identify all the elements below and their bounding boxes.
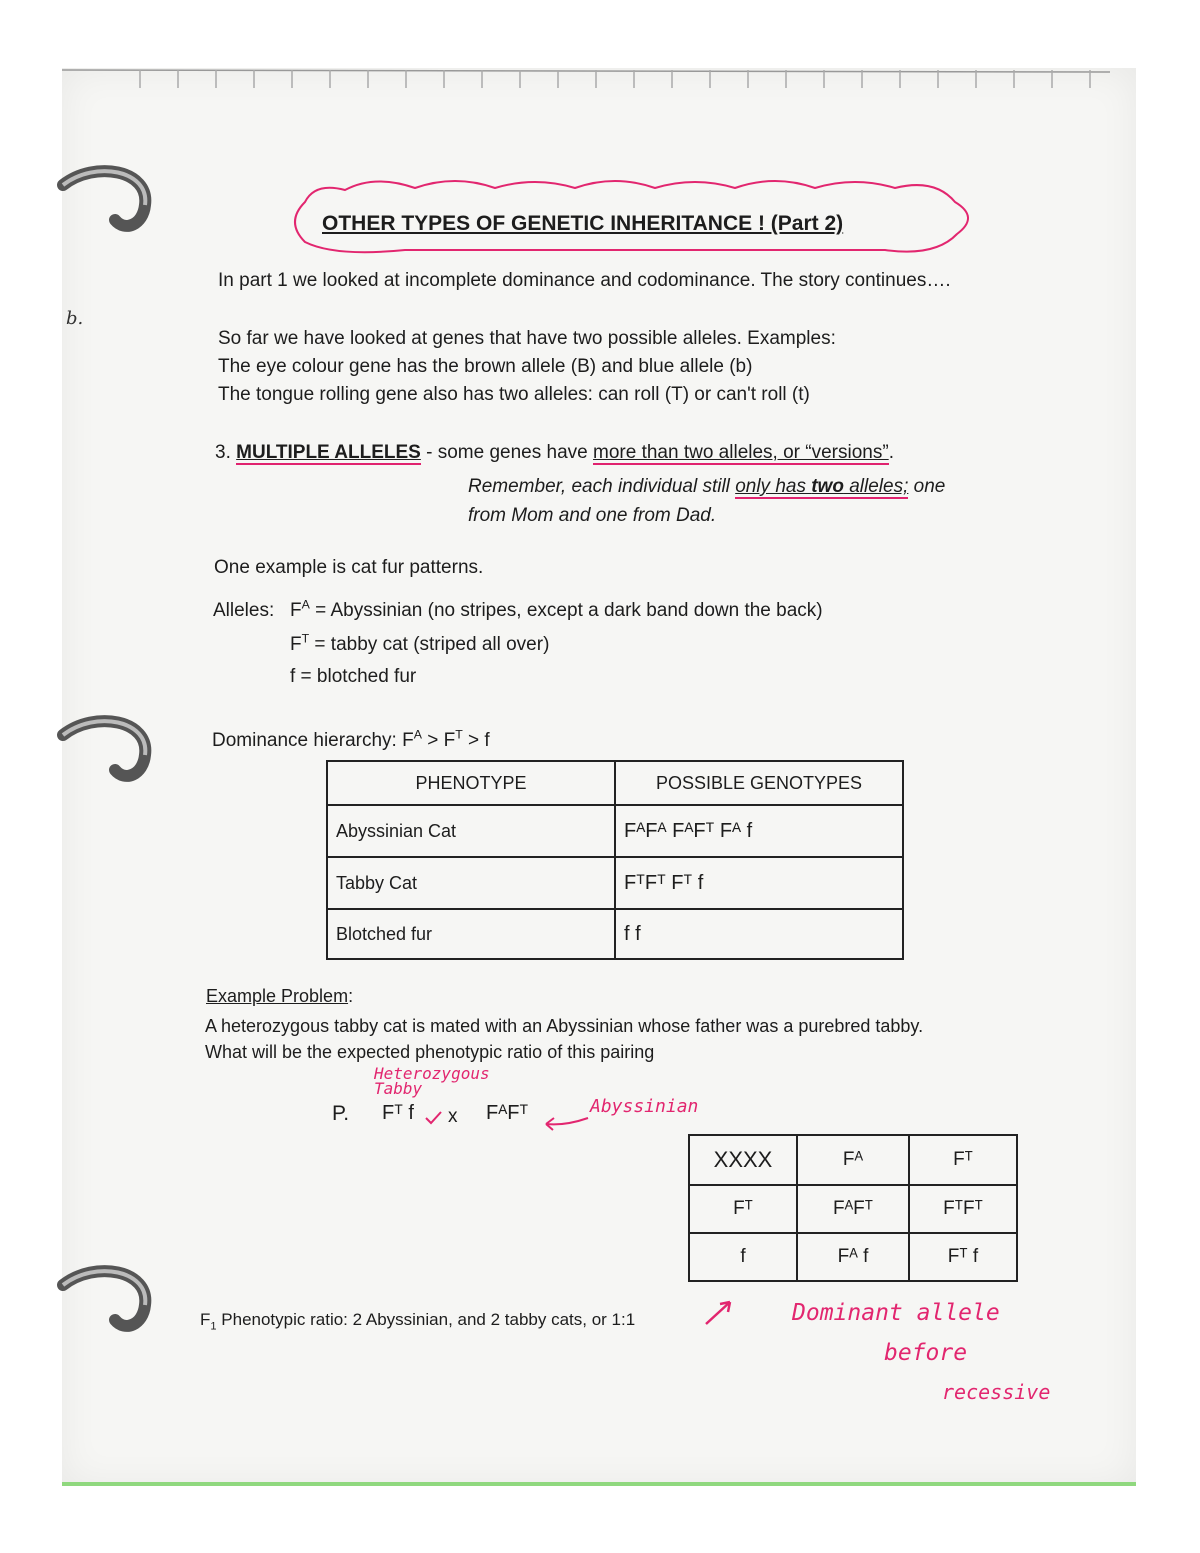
allele-row	[290, 666, 416, 688]
pink-arrow-icon	[540, 1110, 590, 1132]
remember-line-2: from Mom and one from Dad.	[468, 505, 717, 526]
punnett-col-header: Fᵀ	[909, 1135, 1017, 1185]
punnett-row-header: Fᵀ	[689, 1185, 797, 1233]
phenotypic-ratio	[200, 1310, 636, 1333]
binder-ring-icon	[55, 1250, 165, 1350]
punnett-cell: FᴬFᵀ	[797, 1185, 909, 1233]
section-heading: MULTIPLE ALLELES	[236, 442, 421, 463]
ratio-sub: 1	[210, 1320, 217, 1333]
punnett-row-header: f	[689, 1233, 797, 1281]
punnett-cell: Fᵀ f	[909, 1233, 1017, 1281]
allele-symbol: F	[290, 600, 302, 621]
cross-x: x	[448, 1106, 458, 1127]
problem-line-1: A heterozygous tabby cat is mated with an Abyssinian whose father was a purebred tabby.	[205, 1016, 924, 1036]
intro-text: In part 1 we looked at incomplete dominance and codominance. The story continues….	[218, 270, 951, 291]
punnett-col-header: Fᴬ	[797, 1135, 909, 1185]
allele-row	[290, 597, 823, 622]
dominance-gt1: >	[421, 730, 444, 751]
punnett-square	[688, 1134, 1018, 1282]
cross-parent-2: FᴬFᵀ	[486, 1102, 529, 1124]
allele-row	[290, 631, 550, 656]
handwritten-heterozygous: Heterozygous	[374, 1064, 490, 1083]
genotype-cell: FᵀFᵀ Fᵀ f	[615, 857, 903, 909]
eye-colour-line: The eye colour gene has the brown allele (B) and blue allele (b)	[218, 356, 753, 377]
phenotype-cell: Tabby Cat	[327, 857, 615, 909]
checkmark-icon	[424, 1110, 444, 1126]
section-end: .	[888, 442, 894, 463]
phenotype-table	[326, 760, 904, 960]
remember-two: two	[811, 476, 844, 497]
remember-only-has: only has	[735, 476, 812, 497]
dominance-s1: A	[413, 727, 422, 742]
remember-line	[468, 476, 945, 498]
binder-ring-icon	[55, 150, 165, 250]
dominance-f2: F	[443, 730, 456, 751]
remember-underlined	[735, 476, 908, 499]
phenotype-cell: Blotched fur	[327, 909, 615, 959]
allele-superscript: T	[301, 631, 310, 646]
section-multiple-alleles	[215, 442, 894, 464]
tongue-rolling-line: The tongue rolling gene also has two alleles: can roll (T) or can't roll (t)	[218, 384, 810, 405]
page-bottom-edge	[62, 1482, 1136, 1486]
dominance-s2: T	[455, 727, 463, 742]
genotype-cell: f f	[615, 909, 903, 959]
allele-description: = Abyssinian (no stripes, except a dark band down the back)	[309, 600, 823, 621]
dominance-hierarchy	[212, 727, 490, 752]
handwritten-abyssinian: Abyssinian	[590, 1096, 699, 1117]
remember-one: one	[908, 476, 946, 497]
remember-text: Remember, each individual still	[468, 476, 736, 497]
genotype-cell: FᴬFᴬ FᴬFᵀ Fᴬ f	[615, 805, 903, 857]
cross-parent-1: Fᵀ f	[382, 1102, 414, 1124]
section-dash-text: - some genes have	[420, 442, 594, 463]
handwritten-tabby: Tabby	[374, 1079, 423, 1098]
dominance-label: Dominance hierarchy:	[212, 730, 397, 751]
page-title: OTHER TYPES OF GENETIC INHERITANCE ! (Part 2)	[322, 212, 844, 235]
punnett-cell: FᵀFᵀ	[909, 1185, 1017, 1233]
table-header: PHENOTYPE	[327, 761, 615, 805]
allele-symbol: F	[290, 634, 302, 655]
examples-line: So far we have looked at genes that have two possible alleles. Examples:	[218, 328, 836, 349]
dominance-gt2: > f	[462, 730, 490, 751]
example-problem-heading	[206, 986, 353, 1007]
ratio-text: Phenotypic ratio: 2 Abyssinian, and 2 tabby cats, or 1:1	[216, 1310, 636, 1329]
binder-ruler-marks	[0, 0, 1200, 100]
binder-ring-icon	[55, 700, 165, 800]
table-header: POSSIBLE GENOTYPES	[615, 761, 903, 805]
handwritten-heterozygous-note	[374, 1066, 490, 1096]
handwritten-note-line-3: recessive	[942, 1380, 1051, 1404]
section-number: 3.	[215, 442, 231, 463]
ratio-f: F	[200, 1310, 211, 1329]
pink-arrow-up-icon	[702, 1296, 736, 1328]
example-intro: One example is cat fur patterns.	[214, 557, 484, 578]
allele-symbol: f	[290, 666, 296, 687]
allele-description: = blotched fur	[295, 666, 417, 687]
problem-line-2: What will be the expected phenotypic ratio of this pairing	[205, 1042, 655, 1062]
punnett-corner: XXXX	[689, 1135, 797, 1185]
phenotype-cell: Abyssinian Cat	[327, 805, 615, 857]
punnett-cell: Fᴬ f	[797, 1233, 909, 1281]
alleles-label: Alleles:	[213, 600, 275, 621]
dominance-f1: F	[402, 730, 414, 751]
example-heading-colon: :	[348, 986, 354, 1006]
handwritten-note-line-1: Dominant allele	[792, 1300, 1000, 1326]
handwritten-note-line-2: before	[884, 1340, 968, 1366]
section-underlined-text: more than two alleles, or “versions”	[593, 442, 889, 463]
cross-p-label: P.	[332, 1102, 350, 1125]
remember-alleles: alleles;	[843, 476, 909, 497]
example-heading-text: Example Problem	[206, 986, 349, 1006]
allele-superscript: A	[301, 597, 310, 612]
allele-description: = tabby cat (striped all over)	[309, 634, 550, 655]
margin-mark: b.	[66, 308, 84, 329]
